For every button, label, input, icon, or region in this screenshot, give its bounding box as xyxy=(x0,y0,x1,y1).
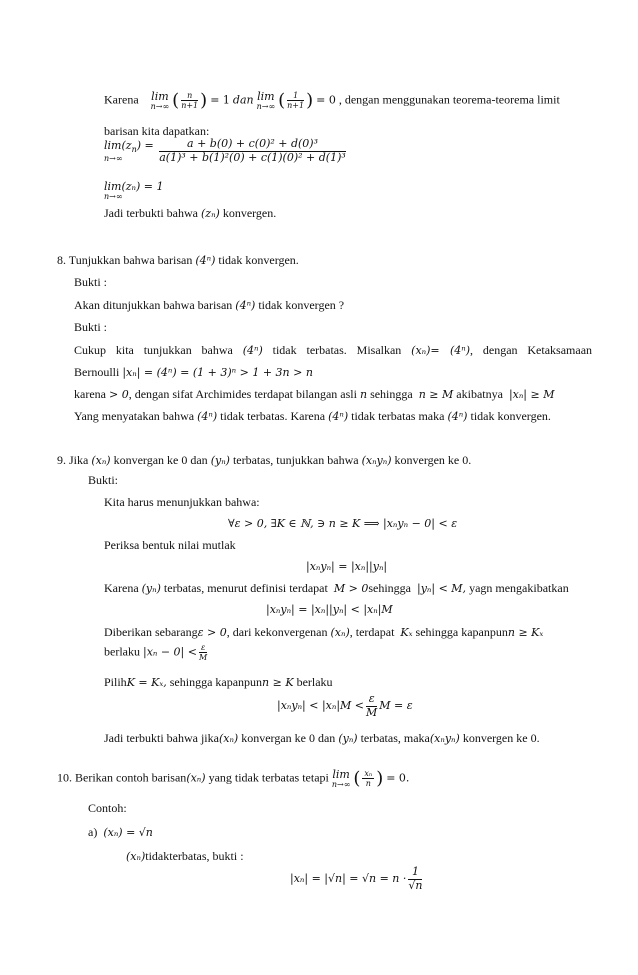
big-fraction: $\frac{\text{a + b(0) + c(0)² + d(0)³}}{\text{a(1)³ + b(1)²(0) + c(1)(0)² + d(1)³}}$ xyxy=(159,137,346,164)
lim-zn-fraction: $\lim(z_n)$ = n→∞ $\frac{\text{a + b(0) + c(0)² + d(0)³}}{\text{a(1)³ + b(1)²(0) + c(1)(0)² + d(1)³}}$ xyxy=(104,137,346,164)
bukti-label-1: Bukti : xyxy=(74,275,108,289)
harus-line: Kita harus menunjukkan bahwa: xyxy=(104,495,260,509)
epsilon-definition: ∀ε > 0, ∃K ∈ ℕ, ∋ n ≥ K ⟹ |xₙyₙ − 0| < ε xyxy=(228,517,458,530)
fraction-1-over-n1: $\frac{1}{n+1}$ xyxy=(287,90,305,110)
abs-product-formula: |xₙyₙ| = |xₙ||yₙ| xyxy=(306,560,388,573)
limit-notation-2: lim n→∞ xyxy=(256,89,276,111)
text-dengan: , dengan menggunakan teorema-teorema limit xyxy=(338,92,560,107)
yang-line: Yang menyatakan bahwa (4ⁿ) tidak terbatas. Karena (4ⁿ) tidak terbatas maka (4ⁿ) tidak konvergen. xyxy=(74,409,551,423)
bukti-label-9: Bukti: xyxy=(88,473,119,487)
berlaku-line: berlaku |xₙ − 0| < $\frac{\varepsilon}{M}$ xyxy=(104,643,208,663)
bound-formula: |xₙyₙ| = |xₙ||yₙ| < |xₙ|M xyxy=(266,603,393,616)
equals-zero: = 0 xyxy=(316,93,336,107)
xn-over-n: $\frac{\text{xₙ}}{n}$ xyxy=(364,768,373,788)
equals-one: = 1 xyxy=(210,93,230,107)
tidak-terbatas-line: (xₙ)tidakterbatas, bukti : xyxy=(126,849,244,863)
diberikan-line: Diberikan sebarangε > 0, dari kekonvergenan (xₙ), terdapat Kₓ sehingga kapanpunn ≥ Kₓ xyxy=(104,625,544,639)
problem-8-title: 8. Tunjukkan bahwa barisan (4ⁿ) tidak konvergen. xyxy=(57,253,299,267)
final-bound-formula: |xₙyₙ| < |xₙ|M < $\frac{\varepsilon}{M}$ M = ε xyxy=(277,692,413,719)
contoh-label: Contoh: xyxy=(88,801,127,815)
limit-notation: lim n→∞ xyxy=(150,89,170,111)
karena-limit-line: Karena lim n→∞ ( $\frac{n}{n+1}$ ) = 1 dan lim n→∞ ( $\frac{1}{n+1}$ ) = 0 , dengan menggunakan teorema-teorema limit xyxy=(104,89,560,111)
fraction-n-over-n1: $\frac{n}{n+1}$ xyxy=(181,90,199,110)
periksa-line: Periksa bentuk nilai mutlak xyxy=(104,538,236,552)
pilih-line: PilihK = Kₓ, sehingga kapanpunn ≥ K berlaku xyxy=(104,675,333,689)
text-karena: Karena xyxy=(104,92,139,107)
karena-line-8: karena > 0, dengan sifat Archimides terdapat bilangan asli n sehingga n ≥ M akibatnya |xₙ| ≥ M xyxy=(74,387,555,401)
sqrt-formula: |xₙ| = |√n| = √n = n · $\frac{1}{√n}$ xyxy=(290,865,423,892)
karena-line-9: Karena (yₙ) terbatas, menurut definisi terdapat M > 0sehingga |yₙ| < M, yagn mengakibatkan xyxy=(104,581,569,595)
cukup-line: Cukup kita tunjukkan bahwa (4ⁿ) tidak terbatas. Misalkan (xₙ)= (4ⁿ), dengan Ketaksamaan xyxy=(74,343,593,357)
eps-over-M: $\frac{\varepsilon}{M}$ xyxy=(199,643,208,663)
barisan-line: barisan kita dapatkan: xyxy=(104,124,210,138)
one-over-sqrt-n: $\frac{1}{√n}$ xyxy=(408,865,423,892)
bernoulli-line: Bernoulli |xₙ| = (4ⁿ) = (1 + 3)ⁿ > 1 + 3n > n xyxy=(74,365,313,379)
item-a: a) (xₙ) = √n xyxy=(88,825,153,839)
limit-notation-10: lim n→∞ xyxy=(331,767,351,789)
eps-over-M-2: $\frac{\varepsilon}{M}$ xyxy=(366,692,378,719)
conclusion-9: Jadi terbukti bahwa jika(xₙ) konvergan ke 0 dan (yₙ) terbatas, maka(xₙyₙ) konvergen ke 0. xyxy=(104,731,540,745)
lim-zn-result: lim(zₙ) = 1 n→∞ xyxy=(104,180,164,201)
conclusion-7: Jadi terbukti bahwa (zₙ) konvergen. xyxy=(104,206,277,220)
word-dan: dan xyxy=(232,93,254,107)
akan-line: Akan ditunjukkan bahwa barisan (4ⁿ) tidak konvergen ? xyxy=(74,298,345,312)
problem-9-title: 9. Jika (xₙ) konvergan ke 0 dan (yₙ) terbatas, tunjukkan bahwa (xₙyₙ) konvergen ke 0. xyxy=(57,453,472,467)
problem-10-title: 10. Berikan contoh barisan(xₙ) yang tidak terbatas tetapi lim n→∞ ( $\frac{\text{xₙ}}{n}$ ) = 0. xyxy=(57,767,410,789)
bukti-label-2: Bukti : xyxy=(74,320,108,334)
